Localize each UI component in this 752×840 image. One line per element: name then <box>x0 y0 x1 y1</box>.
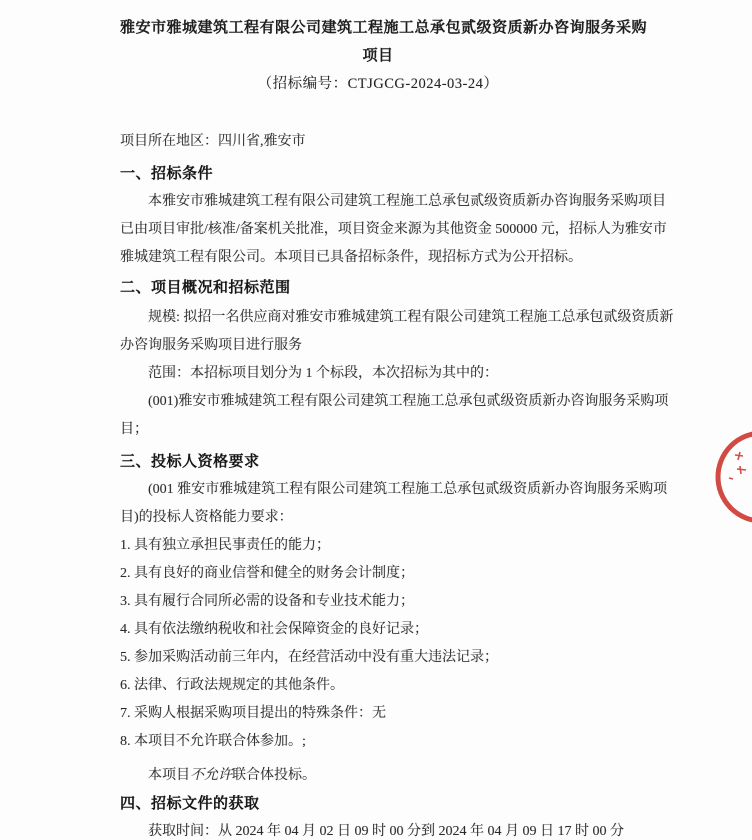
section-2-heading: 二、项目概况和招标范围 <box>120 280 291 296</box>
document-title-line-2: 项目 <box>362 48 394 64</box>
qualification-item-2: 2. 具有良好的商业信誉和健全的财务会计制度； <box>120 566 414 581</box>
section-3-intro-line: (001 雅安市雅城建筑工程有限公司建筑工程施工总承包贰级资质新办咨询服务采购项 <box>148 482 668 497</box>
qualification-item-3: 3. 具有履行合同所必需的设备和专业技术能力； <box>120 594 414 609</box>
section-2-scale-line: 规模: 拟招一名供应商对雅安市雅城建筑工程有限公司建筑工程施工总承包贰级资质新 <box>148 310 674 325</box>
section-2-lot-line: (001)雅安市雅城建筑工程有限公司建筑工程施工总承包贰级资质新办咨询服务采购项 <box>148 394 669 409</box>
qualification-item-6: 6. 法律、行政法规规定的其他条件。 <box>120 678 344 693</box>
section-4-heading: 四、招标文件的获取 <box>120 796 260 812</box>
section-1-paragraph-line: 已由项目审批/核准/备案机关批准，项目资金来源为其他资金 500000 元，招标人为雅安市 <box>120 222 667 237</box>
consortium-note <box>120 762 636 790</box>
consortium-note-prefix: 本项目 <box>148 768 190 783</box>
section-2-scale-line: 办咨询服务采购项目进行服务 <box>120 338 302 353</box>
qualification-item-4: 4. 具有依法缴纳税收和社会保障资金的良好记录； <box>120 622 428 637</box>
qualification-item-5: 5. 参加采购活动前三年内，在经营活动中没有重大违法记录； <box>120 650 498 665</box>
qualification-item-1: 1. 具有独立承担民事责任的能力； <box>120 538 330 553</box>
section-2-lot-line: 目； <box>120 422 148 437</box>
section-3-intro-line: 目)的投标人资格能力要求： <box>120 510 293 525</box>
consortium-note-italic: 不允许 <box>190 768 232 783</box>
section-1-paragraph-line: 本雅安市雅城建筑工程有限公司建筑工程施工总承包贰级资质新办咨询服务采购项目 <box>148 194 666 209</box>
consortium-note-suffix: 联合体投标。 <box>232 768 316 783</box>
section-4-time-line: 获取时间：从 2024 年 04 月 02 日 09 时 00 分到 2024 年 04 月 09 日 17 时 00 分 <box>148 824 624 839</box>
project-location: 项目所在地区：四川省,雅安市 <box>120 134 306 149</box>
qualification-item-7: 7. 采购人根据采购项目提出的特殊条件：无 <box>120 706 386 721</box>
section-1-heading: 一、招标条件 <box>120 166 214 182</box>
section-1-paragraph-line: 雅城建筑工程有限公司。本项目已具备招标条件，现招标方式为公开招标。 <box>120 250 582 265</box>
section-2-scope-line: 范围：本招标项目划分为 1 个标段，本次招标为其中的： <box>148 366 498 381</box>
document-title-line-1: 雅安市雅城建筑工程有限公司建筑工程施工总承包贰级资质新办咨询服务采购 <box>120 20 648 36</box>
tender-number: （招标编号：CTJGCG-2024-03-24） <box>257 76 499 92</box>
section-3-heading: 三、投标人资格要求 <box>120 454 260 470</box>
qualification-item-8: 8. 本项目不允许联合体参加。; <box>120 734 306 749</box>
